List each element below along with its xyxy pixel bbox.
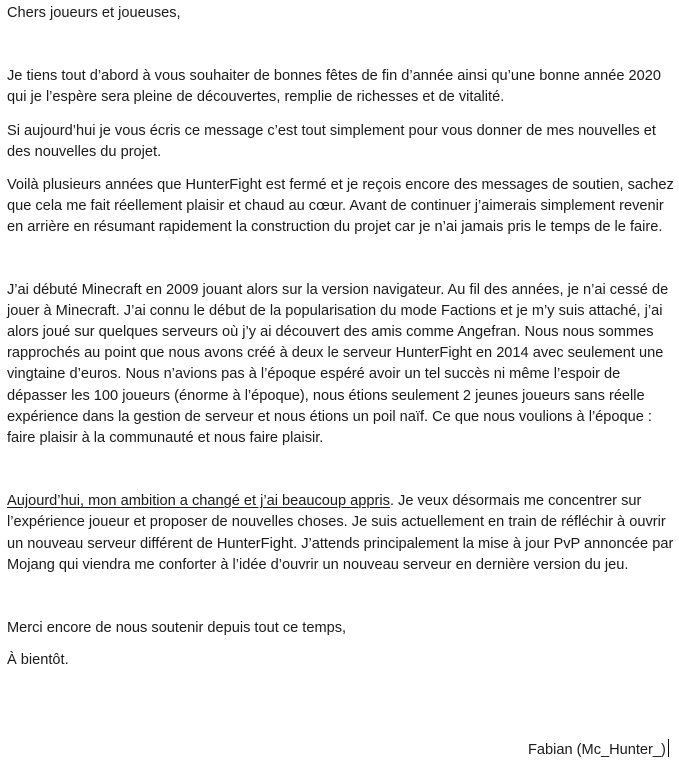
signature: Fabian (Mc_Hunter_) [528, 742, 666, 758]
ambition-underlined-text: Aujourd’hui, mon ambition a changé et j’ai beaucoup appris [7, 493, 390, 510]
closing-thanks: Merci encore de nous soutenir depuis tout ce temps, [7, 620, 347, 637]
paragraph-purpose: Si aujourd’hui je vous écris ce message c’est tout simplement pour vous donner de mes nouvelles et des nouvelles du projet. [7, 122, 656, 160]
paragraph-wishes: Je tiens tout d’abord à vous souhaiter de bonnes fêtes de fin d’année ainsi qu’une bonne année 2020 qui je l’espère sera pleine de découvertes, remplie de richesses et de vitalité. [7, 68, 661, 106]
paragraph-ambition [7, 491, 675, 576]
closing-farewell: À bientôt. [7, 652, 69, 669]
signature-line [528, 739, 669, 761]
text-cursor [668, 739, 669, 757]
ambition-text: . Je veux désormais me concentrer sur l’expérience joueur et proposer de nouvelles choses. Je suis actuellement en train de réfléchir à ouvrir un nouveau serveur différent de HunterFight. J’attends principalement la mise à jour PvP annoncée par Mojang qui viendra me conforter à l’idée d’ouvrir un nouveau serveur en dernière version du jeu. [7, 493, 674, 573]
greeting: Chers joueurs et joueuses, [7, 5, 181, 21]
paragraph-thanks: Voilà plusieurs années que HunterFight est fermé et je reçois encore des messages de soutien, sachez que cela me fait réellement plaisir et chaud au cœur. Avant de continuer j’aimerais simplement revenir en arrière en résumant rapidement la construction du projet car je n’ai jamais pris le temps de le faire. [7, 177, 674, 236]
document-body[interactable] [7, 3, 675, 671]
paragraph-history: J’ai débuté Minecraft en 2009 jouant alors sur la version navigateur. Au fil des années, je n’ai cessé de jouer à Minecraft. J’ai connu le début de la popularisation du mode Factions et je m’y suis attaché, j’ai alors joué sur quelques serveurs où j’y ai découvert des amis comme Angefran. Nous nous sommes rapprochés au point que nous avons créé à deux le serveur HunterFight en 2014 avec seulement une vingtaine d’euros. Nous n’avions pas à l’époque espéré avoir un tel succès ni même l’espoir de dépasser les 100 joueurs (énorme à l’époque), nous étions seulement 2 jeunes joueurs sans réelle expérience dans la gestion de serveur et nous étions un poil naïf. Ce que nous voulions à l’époque : faire plaisir à la communauté et nous faire plaisir. [7, 281, 669, 447]
